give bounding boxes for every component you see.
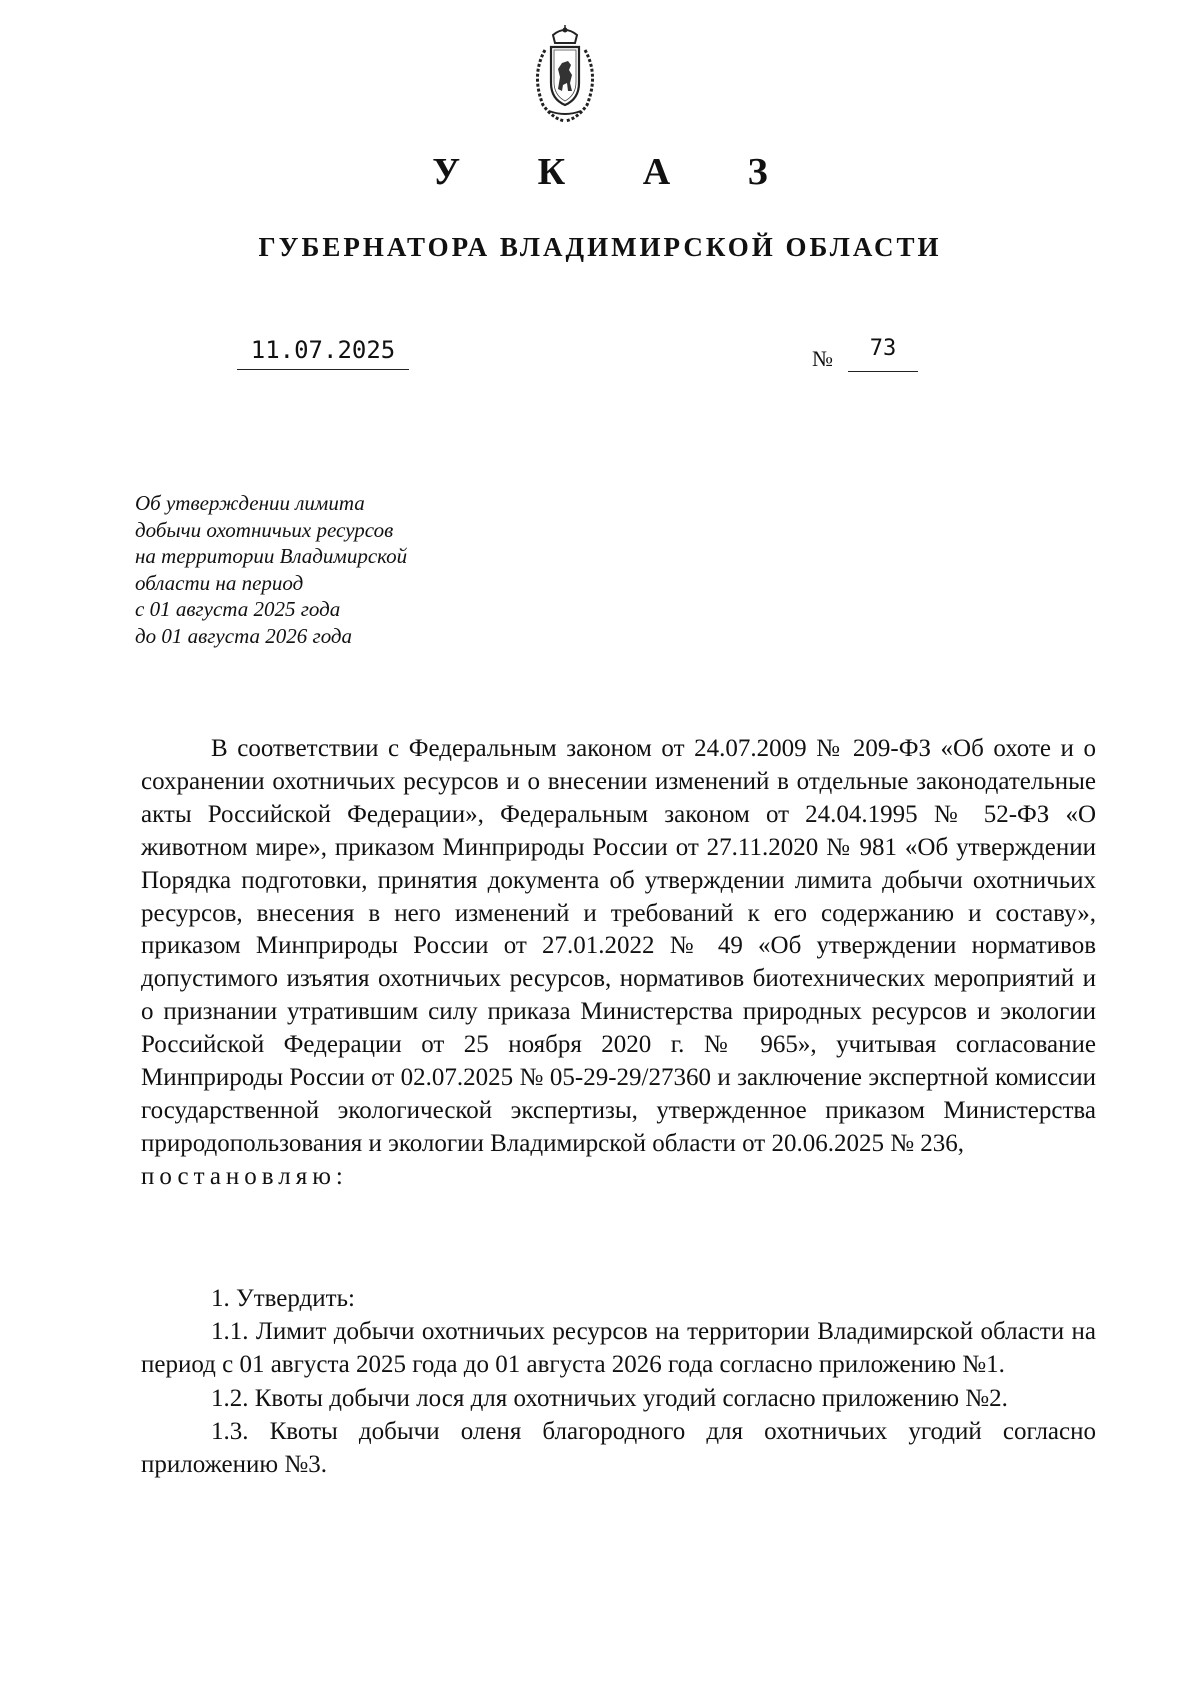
decree-item: 1.2. Квоты добычи лося для охотничьих угодий согласно приложению №2. bbox=[211, 1384, 1008, 1412]
preamble-paragraph: В соответствии с Федеральным законом от 24.07.2009 № 209-ФЗ «Об охоте и о сохранении охотничьих ресурсов и о внесении изменений в отдельные законодательные акты Российской Федерации», Федеральным законом от 24.04.1995 № 52-ФЗ «О животном мире», приказом Минприроды России от 27.11.2020 № 981 «Об утверждении Порядка подготовки, принятия документа об утверждении лимита добычи охотничьих ресурсов, внесения в него изменений и требований к его содержанию и составу», приказом Минприроды России от 27.01.2022 № 49 «Об утверждении нормативов допустимого изъятия охотничьих ресурсов, нормативов биотехнических мероприятий и о признании утратившим силу приказа Министерства природных ресурсов и экологии Российской Федерации от 25 ноября 2020 г. № 965», учитывая согласование Минприроды России от 02.07.2025 № 05-29-29/27360 и заключение экспертной комиссии государственной экологической экспертизы, утвержденное приказом Министерства природопользования и экологии Владимирской области от 20.06.2025 № 236, bbox=[141, 735, 1096, 1157]
subject-line: с 01 августа 2025 года bbox=[135, 597, 341, 621]
decree-item: 1.1. Лимит добычи охотничьих ресурсов на территории Владимирской области на период с 01 августа 2025 года до 01 августа 2026 года согласно приложению №1. bbox=[141, 1318, 1096, 1379]
decree-item: 1. Утвердить: bbox=[211, 1285, 355, 1312]
resolve-word: постановляю: bbox=[141, 1162, 348, 1190]
decree-item: 1.3. Квоты добычи оленя благородного для охотничьих угодий согласно приложению №3. bbox=[141, 1417, 1096, 1479]
subject-line: на территории Владимирской bbox=[135, 544, 408, 568]
subject-line: Об утверждении лимита bbox=[135, 491, 365, 515]
decree-date: 11.07.2025 bbox=[237, 336, 409, 370]
subject-line: добычи охотничьих ресурсов bbox=[135, 517, 394, 542]
decree-preamble bbox=[141, 733, 1096, 1194]
number-label: № bbox=[812, 346, 833, 371]
coat-of-arms-icon bbox=[525, 25, 605, 125]
decree-subtitle: ГУБЕРНАТОРА ВЛАДИМИРСКОЙ ОБЛАСТИ bbox=[258, 232, 942, 262]
subject-line: области на период bbox=[135, 570, 304, 595]
decree-title: У К А З bbox=[432, 151, 802, 193]
subject-line: до 01 августа 2026 года bbox=[135, 623, 353, 648]
decree-items bbox=[141, 1282, 1096, 1481]
decree-number: 73 bbox=[848, 336, 918, 372]
decree-subject bbox=[135, 490, 465, 649]
